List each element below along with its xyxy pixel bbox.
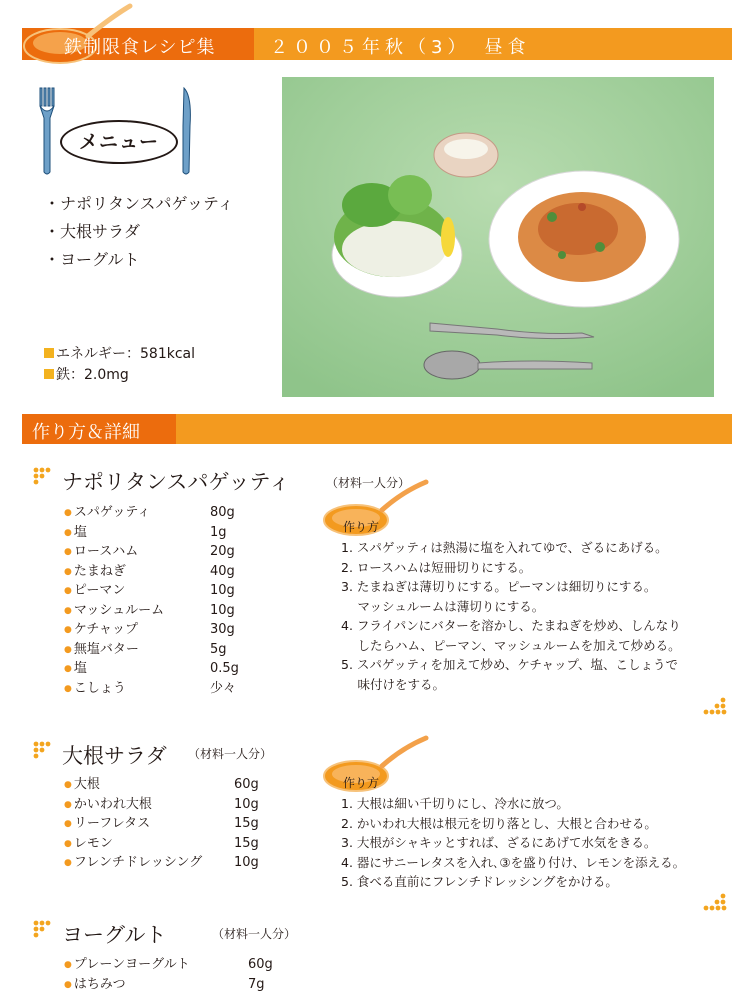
section-title: 作り方＆詳細 bbox=[32, 422, 140, 443]
dots-icon bbox=[703, 893, 727, 913]
ingredient-row: ● プレーンヨーグルト 60g bbox=[64, 957, 273, 972]
step: マッシュルームは薄切りにする。 bbox=[341, 598, 545, 614]
ingredient-row: ● こしょう 少々 bbox=[64, 680, 237, 696]
ingredient-list bbox=[64, 503, 284, 698]
ingredient-row: ● ロースハム 20g bbox=[64, 544, 235, 559]
page-subtitle: ２００５年秋（3） 昼食 bbox=[270, 37, 531, 58]
menu-list bbox=[44, 190, 234, 274]
recipe-note: （材料一人分） bbox=[188, 747, 273, 761]
iron-row: 鉄：2.0mg bbox=[44, 365, 195, 386]
step: したらハム、ピーマン、マッシュルームを加えて炒める。 bbox=[341, 637, 681, 653]
method-steps bbox=[341, 538, 681, 694]
step: 4. フライパンにバターを溶かし、たまねぎを炒め、しんなり bbox=[341, 618, 681, 633]
ingredient-row: ● フレンチドレッシング 10g bbox=[64, 855, 259, 870]
method-label: 作り方 bbox=[343, 776, 380, 790]
step: 5. スパゲッティを加えて炒め、ケチャップ、塩、こしょうで bbox=[341, 657, 679, 672]
ingredient-row: ● マッシュルーム 10g bbox=[64, 602, 235, 618]
method-label: 作り方 bbox=[343, 520, 380, 534]
step: 3. 大根がシャキッとすれば、ざるにあげて水気をきる。 bbox=[341, 835, 657, 850]
recipe-title: 大根サラダ bbox=[62, 744, 167, 768]
dots-icon bbox=[703, 697, 727, 717]
square-bullet-icon bbox=[44, 369, 54, 379]
page-title: 鉄制限食レシピ集 bbox=[64, 37, 216, 58]
method-steps bbox=[341, 794, 685, 892]
recipe-note: （材料一人分） bbox=[326, 476, 411, 490]
menu-item: ・ヨーグルト bbox=[44, 250, 140, 269]
dots-icon bbox=[33, 741, 53, 761]
step: 味付けをする。 bbox=[341, 676, 445, 692]
dots-icon bbox=[33, 467, 53, 487]
ingredient-row: ● 塩 1g bbox=[64, 524, 227, 540]
step: 4. 器にサニーレタスを入れ､③を盛り付け、レモンを添える。 bbox=[341, 854, 686, 870]
fork-icon bbox=[38, 86, 56, 176]
square-bullet-icon bbox=[44, 348, 54, 358]
ingredient-row: ● 無塩バター 5g bbox=[64, 641, 227, 657]
step: 2. かいわれ大根は根元を切り落とし、大根と合わせる。 bbox=[341, 815, 657, 831]
recipe-title: ナポリタンスパゲッティ bbox=[62, 470, 290, 494]
ingredient-row: ● 塩 0.5g bbox=[64, 661, 239, 676]
knife-icon bbox=[178, 86, 194, 176]
recipe-note: （材料一人分） bbox=[212, 927, 297, 941]
nutrition-info bbox=[44, 344, 195, 386]
menu-item: ・ナポリタンスパゲッティ bbox=[44, 194, 234, 213]
ingredient-row: ● スパゲッティ 80g bbox=[64, 505, 235, 520]
menu-label: メニュー bbox=[60, 120, 178, 164]
dots-icon bbox=[33, 920, 53, 940]
ingredient-row: ● ピーマン 10g bbox=[64, 583, 235, 598]
step: 3. たまねぎは薄切りにする。ピーマンは細切りにする。 bbox=[341, 579, 657, 594]
recipe-title: ヨーグルト bbox=[62, 923, 167, 947]
menu-item: ・大根サラダ bbox=[44, 222, 140, 241]
step: 1. スパゲッティは熱湯に塩を入れてゆで、ざるにあげる。 bbox=[341, 540, 668, 555]
ingredient-row: ● はちみつ 7g bbox=[64, 976, 265, 992]
ingredient-list bbox=[64, 775, 294, 873]
energy-row: エネルギー：581kcal bbox=[44, 344, 195, 365]
ingredient-row: ● リーフレタス 15g bbox=[64, 816, 259, 831]
meal-photo-illustration bbox=[282, 77, 714, 397]
step: 5. 食べる直前にフレンチドレッシングをかける。 bbox=[341, 874, 618, 889]
ingredient-row: ● 大根 60g bbox=[64, 777, 259, 792]
ingredient-row: ● かいわれ大根 10g bbox=[64, 796, 259, 812]
ingredient-row: ● ケチャップ 30g bbox=[64, 622, 235, 637]
meal-photo bbox=[282, 77, 714, 397]
ingredient-row: ● レモン 15g bbox=[64, 835, 259, 851]
step: 1. 大根は細い千切りにし、冷水に放つ。 bbox=[341, 796, 569, 811]
step: 2. ロースハムは短冊切りにする。 bbox=[341, 559, 532, 575]
ingredient-row: ● たまねぎ 40g bbox=[64, 563, 235, 579]
ingredient-list bbox=[64, 955, 294, 994]
